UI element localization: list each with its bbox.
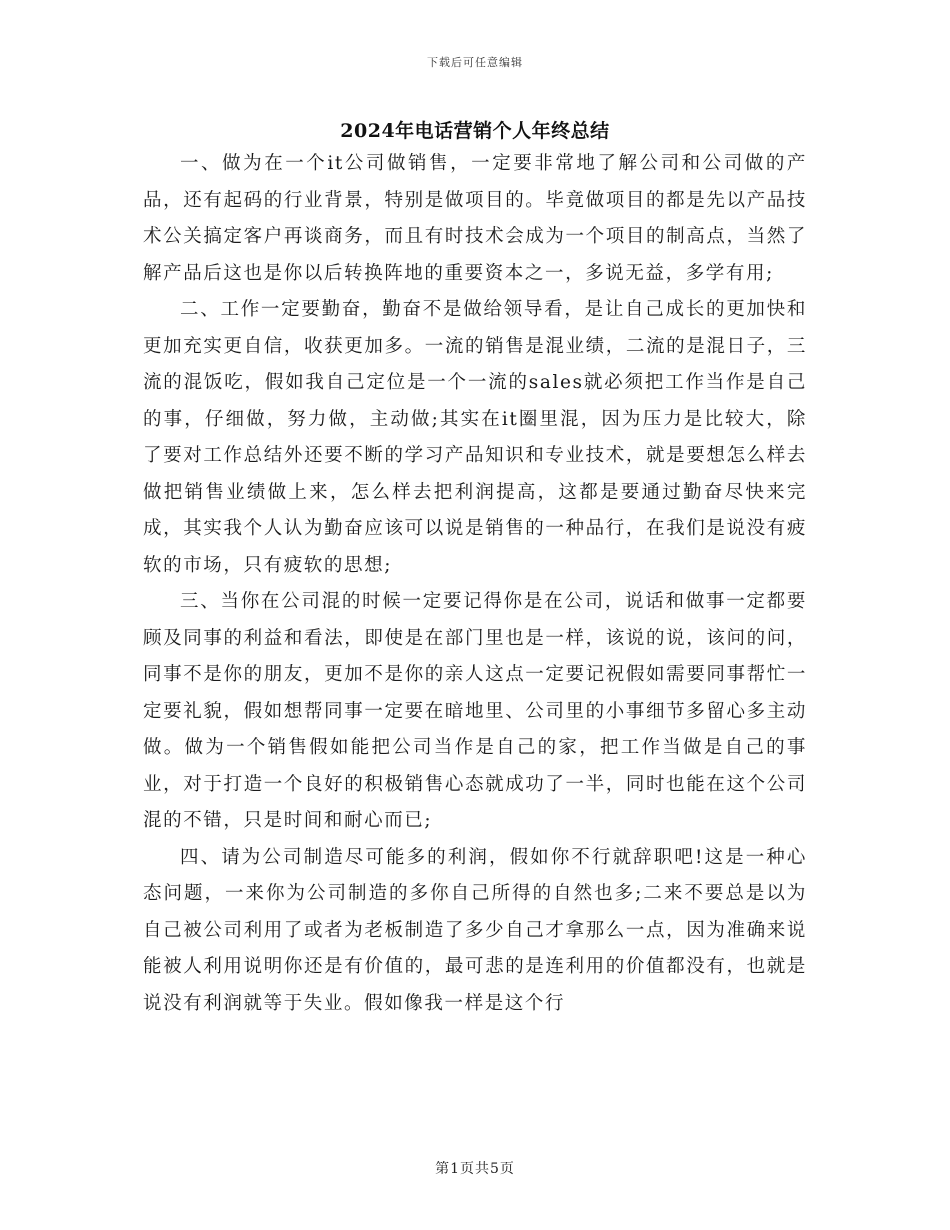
document-title: 2024年电话营销个人年终总结 bbox=[340, 120, 610, 142]
paragraph-3: 三、当你在公司混的时候一定要记得你是在公司，说话和做事一定都要顾及同事的利益和看法，即使是在部门里也是一样，该说的说，该问的问，同事不是你的朋友，更加不是你的亲人这点一定要记祝假如需要同事帮忙一定要礼貌，假如想帮同事一定要在暗地里、公司里的小事细节多留心多主动做。做为一个销售假如能把公司当作是自己的家，把工作当做是自己的事业，对于打造一个良好的积极销售心态就成功了一半，同时也能在这个公司混的不错，只是时间和耐心而已; bbox=[143, 591, 807, 831]
paragraph-1: 一、做为在一个it公司做销售，一定要非常地了解公司和公司做的产品，还有起码的行业背景，特别是做项目的。毕竟做项目的都是先以产品技术公关搞定客户再谈商务，而且有时技术会成为一个项目的制高点，当然了解产品后这也是你以后转换阵地的重要资本之一，多说无益，多学有用; bbox=[143, 153, 807, 284]
document-body bbox=[143, 146, 807, 1022]
paragraph-2: 二、工作一定要勤奋，勤奋不是做给领导看，是让自己成长的更加快和更加充实更自信，收获更加多。一流的销售是混业绩，二流的是混日子，三流的混饭吃，假如我自己定位是一个一流的sales就必须把工作当作是自己的事，仔细做，努力做，主动做;其实在it圈里混，因为压力是比较大，除了要对工作总结外还要不断的学习产品知识和专业技术，就是要想怎么样去做把销售业绩做上来，怎么样去把利润提高，这都是要通过勤奋尽快来完成，其实我个人认为勤奋应该可以说是销售的一种品行，在我们是说没有疲软的市场，只有疲软的思想; bbox=[143, 299, 807, 576]
page-number: 第1页共5页 bbox=[435, 1161, 515, 1177]
page-header-note: 下载后可任意编辑 bbox=[427, 56, 523, 69]
paragraph-4: 四、请为公司制造尽可能多的利润，假如你不行就辞职吧!这是一种心态问题，一来你为公司制造的多你自己所得的自然也多;二来不要总是以为自己被公司利用了或者为老板制造了多少自己才拿那么一点，因为准确来说能被人利用说明你还是有价值的，最可悲的是连利用的价值都没有，也就是说没有利润就等于失业。假如像我一样是这个行 bbox=[143, 846, 807, 1014]
